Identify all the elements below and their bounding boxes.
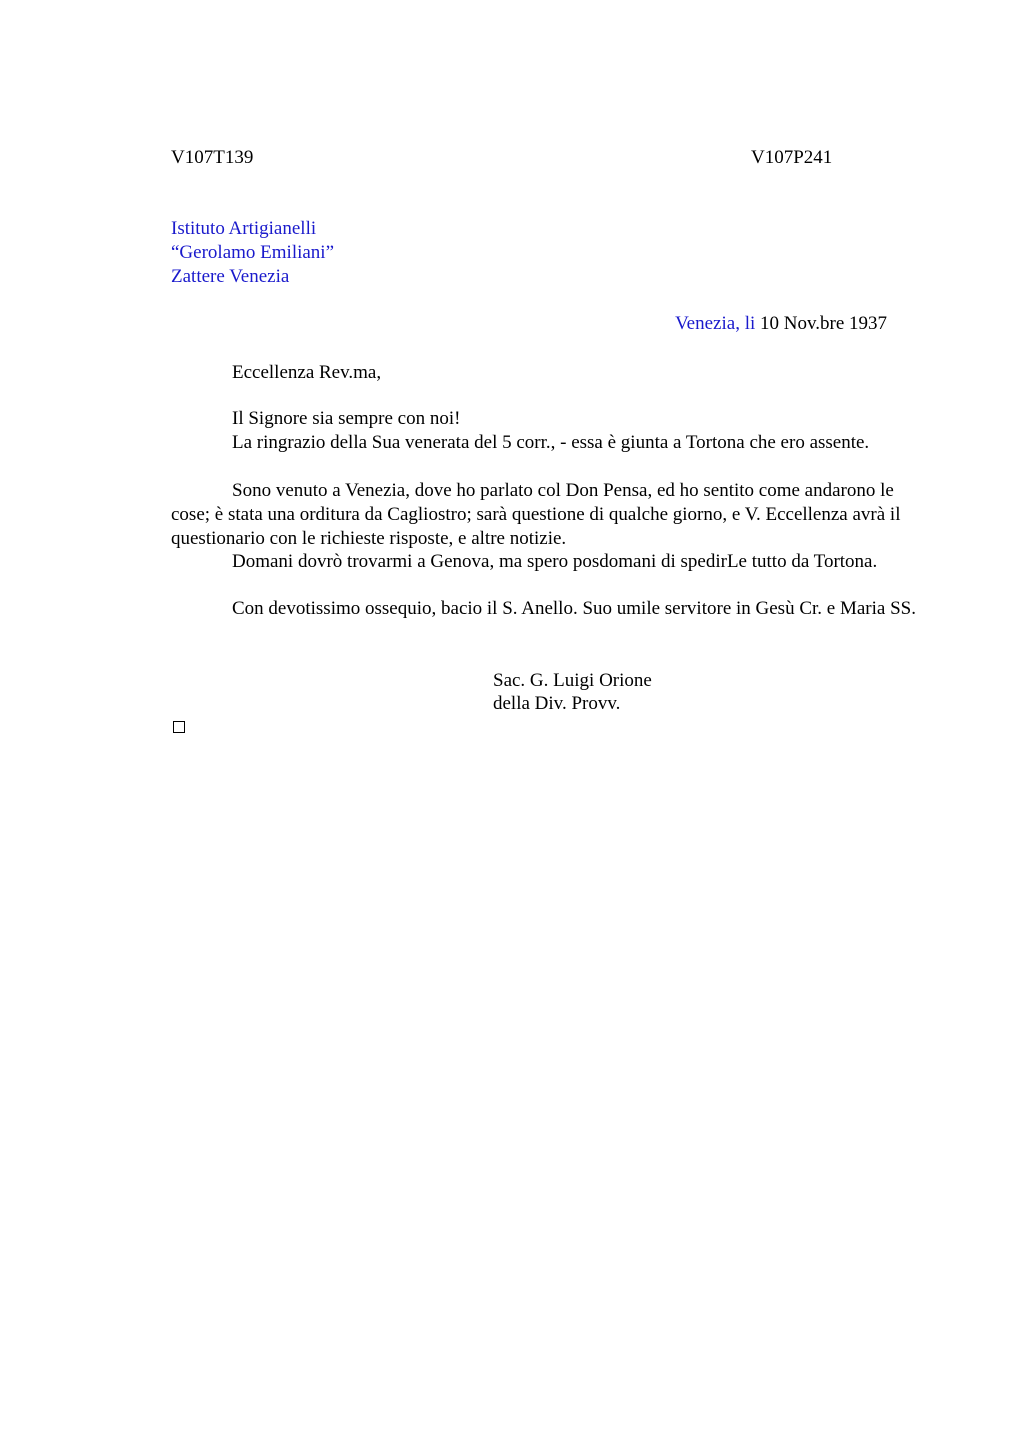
checkbox-icon <box>173 721 185 733</box>
paragraph: Il Signore sia sempre con noi! <box>232 408 461 429</box>
dateline-date: 10 Nov.bre 1937 <box>760 313 887 334</box>
signature-name: Sac. G. Luigi Orione <box>493 670 652 691</box>
paragraph: Con devotissimo ossequio, bacio il S. Anello. Suo umile servitore in Gesù Cr. e Maria SS. <box>232 598 916 619</box>
dateline-place: Venezia, li <box>675 313 756 334</box>
paragraph: La ringrazio della Sua venerata del 5 corr., - essa è giunta a Tortona che ero assente. <box>232 432 870 453</box>
letterhead-line-3: Zattere Venezia <box>171 266 290 287</box>
paragraph: Sono venuto a Venezia, dove ho parlato col Don Pensa, ed ho sentito come andarono le cose; è stata una orditura da Cagliostro; sarà questione di qualche giorno, e V. Eccellenza avrà il questionario con le richieste risposte, e altre notizie. <box>171 480 901 549</box>
salutation: Eccellenza Rev.ma, <box>232 362 382 383</box>
signature-title: della Div. Provv. <box>493 693 621 714</box>
dateline <box>675 312 887 336</box>
letterhead-line-1: Istituto Artigianelli <box>171 218 317 239</box>
document-code-left: V107T139 <box>171 147 254 168</box>
document-code-right: V107P241 <box>751 147 833 168</box>
paragraph: Domani dovrò trovarmi a Genova, ma spero posdomani di spedirLe tutto da Tortona. <box>232 551 878 572</box>
letterhead-line-2: “Gerolamo Emiliani” <box>171 242 335 263</box>
